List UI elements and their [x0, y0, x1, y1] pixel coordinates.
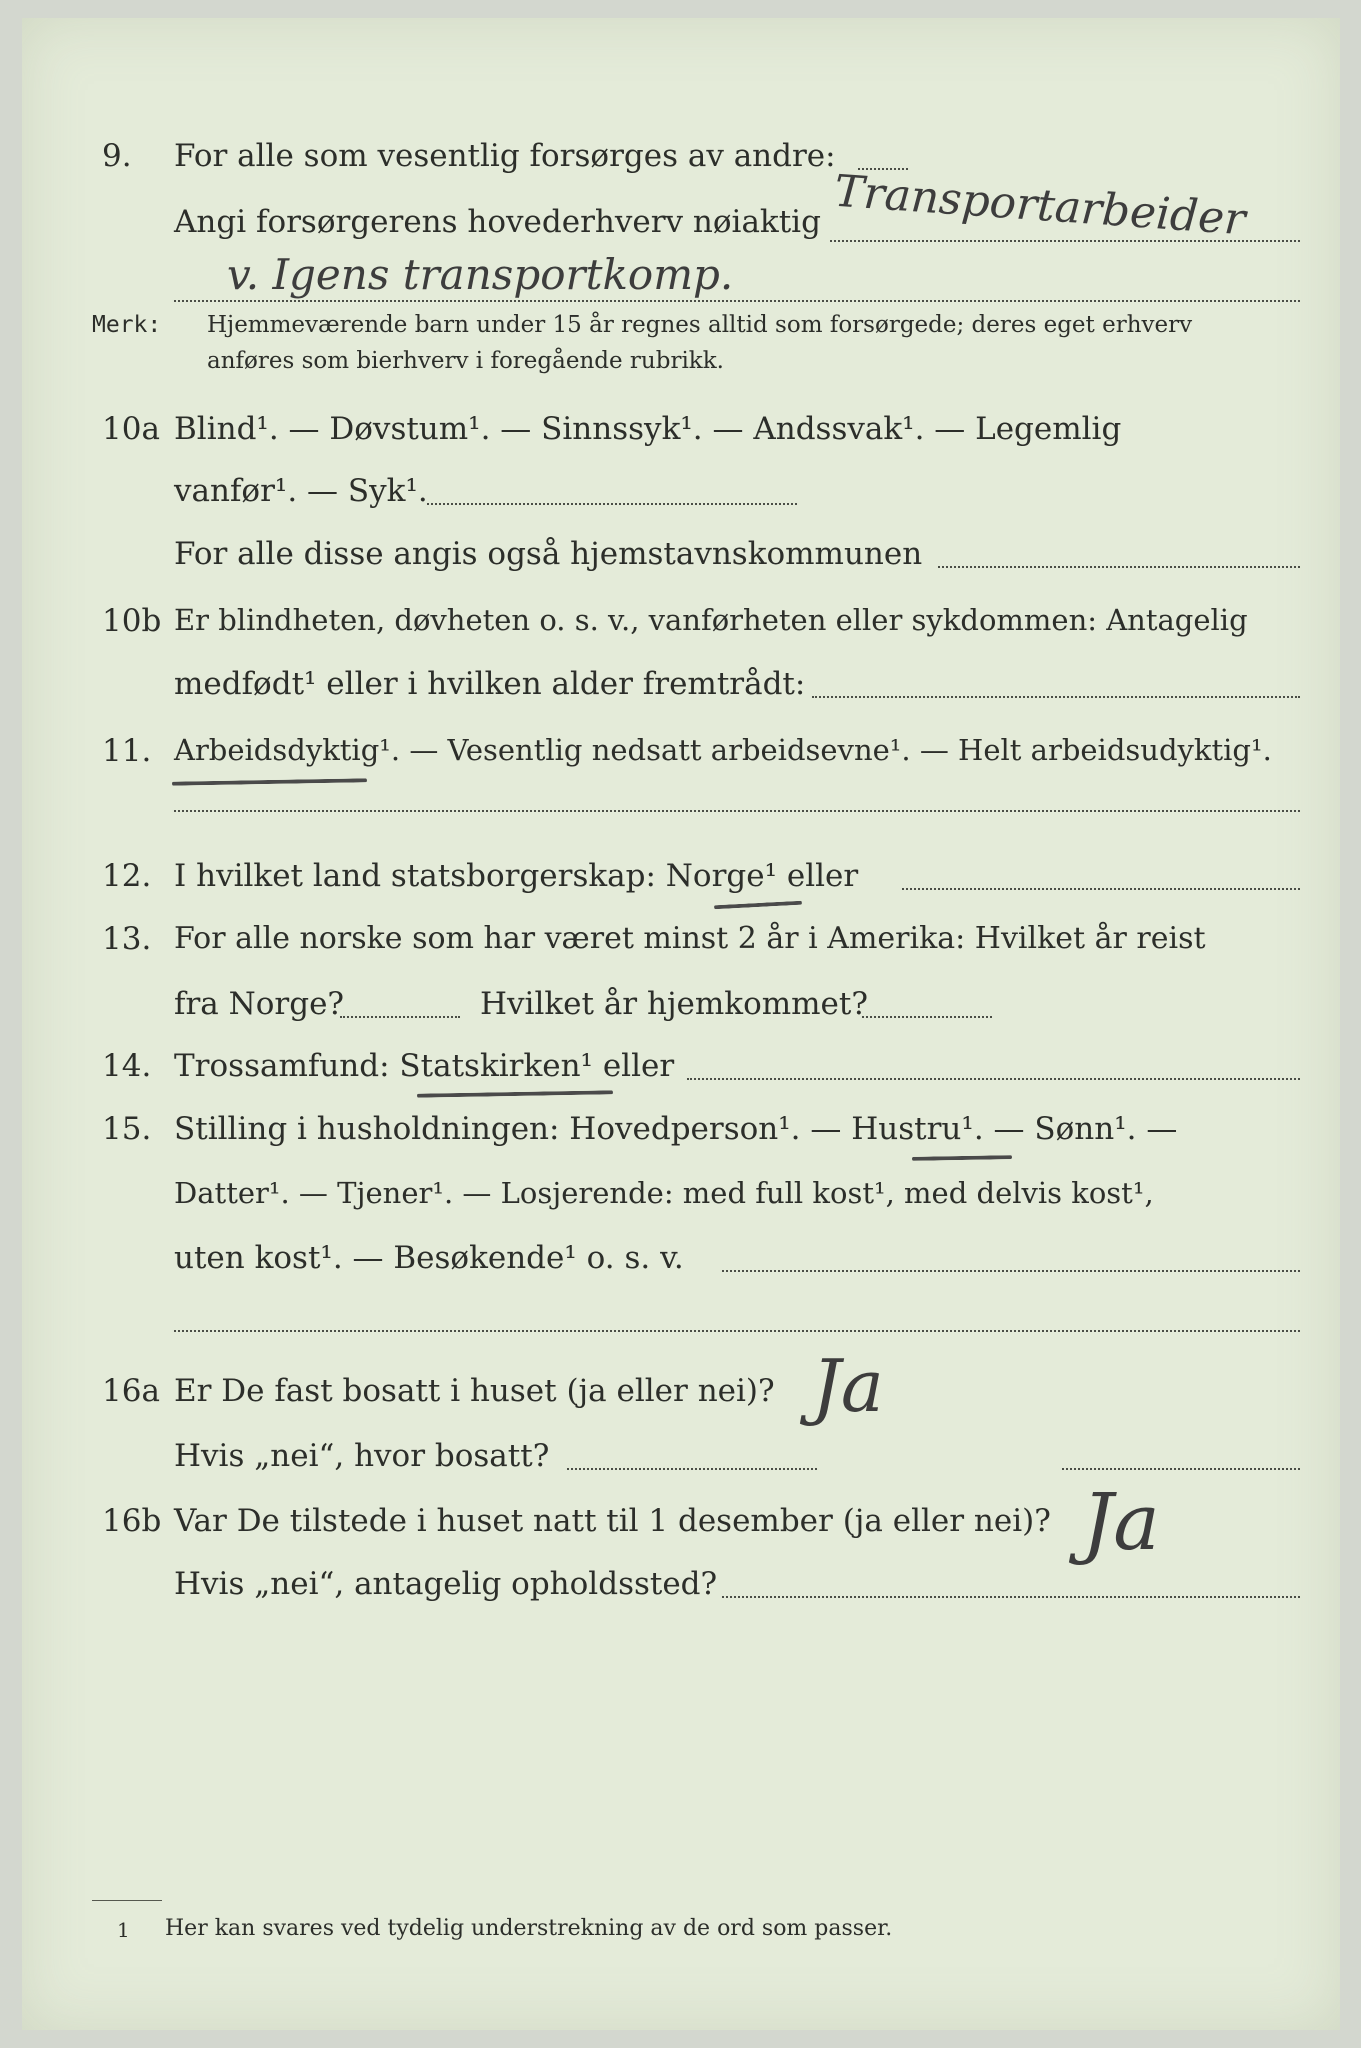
q9-handwritten-employer: v. Igens transportkomp. — [227, 250, 734, 299]
q16a-text2: Hvis „nei“, hvor bosatt? — [174, 1438, 550, 1474]
q10a-text3: For alle disse angis også hjemstavnskommunen — [174, 536, 923, 572]
footnote-mark: 1 — [117, 1918, 130, 1942]
q13-text2a: fra Norge? — [174, 986, 345, 1022]
q13-number: 13. — [102, 921, 152, 957]
q13-dotted-line2 — [862, 1016, 992, 1018]
q12-handwritten-underline — [714, 901, 802, 910]
q11-text1: Arbeidsdyktig¹. — Vesentlig nedsatt arbeidsevne¹. — Helt arbeidsudyktig¹. — [174, 733, 1272, 767]
q16a-dotted-line2 — [1062, 1468, 1300, 1470]
footnote-text: Her kan svares ved tydelig understrekning av de ord som passer. — [165, 1916, 893, 1941]
q16b-handwritten-answer: Ja — [1082, 1478, 1160, 1568]
footnote-rule — [92, 1900, 162, 1901]
q16a-dotted-line1 — [567, 1468, 817, 1470]
q10a-text1: Blind¹. — Døvstum¹. — Sinnssyk¹. — Andssvak¹. — Legemlig — [174, 411, 1122, 447]
q10b-text1: Er blindheten, døvheten o. s. v., vanførheten eller sykdommen: Antagelig — [174, 603, 1248, 637]
q12-dotted-line — [902, 888, 1300, 890]
q13-text1: For alle norske som har været minst 2 år i Amerika: Hvilket år reist — [174, 921, 1206, 956]
q10a-number: 10a — [102, 411, 160, 447]
q9-handwritten-occupation: Transportarbeider — [832, 165, 1247, 246]
q15-number: 15. — [102, 1111, 152, 1147]
q15-text2: Datter¹. — Tjener¹. — Losjerende: med full kost¹, med delvis kost¹, — [174, 1176, 1154, 1210]
q16b-text2: Hvis „nei“, antagelig opholdssted? — [174, 1566, 718, 1602]
q9-dotted-line3 — [174, 300, 1300, 302]
q9-text1: For alle som vesentlig forsørges av andre: — [174, 138, 836, 174]
q14-text1: Trossamfund: Statskirken¹ eller — [174, 1048, 675, 1084]
q12-text1: I hvilket land statsborgerskap: Norge¹ eller — [174, 858, 859, 894]
q10a-text2: vanfør¹. — Syk¹. — [174, 473, 428, 509]
q10b-dotted-line — [812, 696, 1300, 698]
q10a-dotted-line2 — [938, 566, 1300, 568]
q16b-number: 16b — [102, 1503, 162, 1539]
q12-number: 12. — [102, 858, 152, 894]
q11-dotted-line — [174, 810, 1300, 812]
q14-number: 14. — [102, 1048, 152, 1084]
q16a-text1: Er De fast bosatt i huset (ja eller nei)? — [174, 1373, 775, 1409]
q14-dotted-line — [687, 1078, 1300, 1080]
merk-label: Merk: — [92, 312, 162, 338]
q9-number: 9. — [102, 138, 132, 174]
q16a-handwritten-answer: Ja — [812, 1344, 884, 1428]
q16b-text1: Var De tilstede i huset natt til 1 desember (ja eller nei)? — [174, 1503, 1051, 1539]
q13-text2b: Hvilket år hjemkommet? — [480, 986, 868, 1022]
q15-dotted-line1 — [722, 1270, 1300, 1272]
q10b-text2: medfødt¹ eller i hvilken alder fremtrådt: — [174, 666, 806, 702]
q15-text1: Stilling i husholdningen: Hovedperson¹. — Hustru¹. — Sønn¹. — — [174, 1111, 1178, 1147]
census-form-page — [22, 18, 1340, 2030]
q9-text2: Angi forsørgerens hovederhverv nøiaktig — [174, 204, 821, 240]
q16b-dotted-line — [722, 1596, 1300, 1598]
q13-dotted-line1 — [340, 1016, 460, 1018]
q9-dotted-line2 — [830, 240, 1300, 242]
q14-handwritten-underline — [417, 1090, 613, 1097]
q16a-number: 16a — [102, 1373, 160, 1409]
q10a-dotted-line1 — [427, 503, 797, 505]
q15-handwritten-underline — [912, 1155, 1012, 1161]
q11-number: 11. — [102, 733, 152, 769]
merk-text2: anføres som bierhverv i foregående rubrikk. — [207, 348, 724, 374]
q10b-number: 10b — [102, 603, 162, 639]
q15-text3: uten kost¹. — Besøkende¹ o. s. v. — [174, 1240, 684, 1276]
merk-text1: Hjemmeværende barn under 15 år regnes alltid som forsørgede; deres eget erhverv — [207, 312, 1193, 338]
q11-handwritten-underline — [172, 778, 367, 785]
q15-dotted-line2 — [174, 1330, 1300, 1332]
